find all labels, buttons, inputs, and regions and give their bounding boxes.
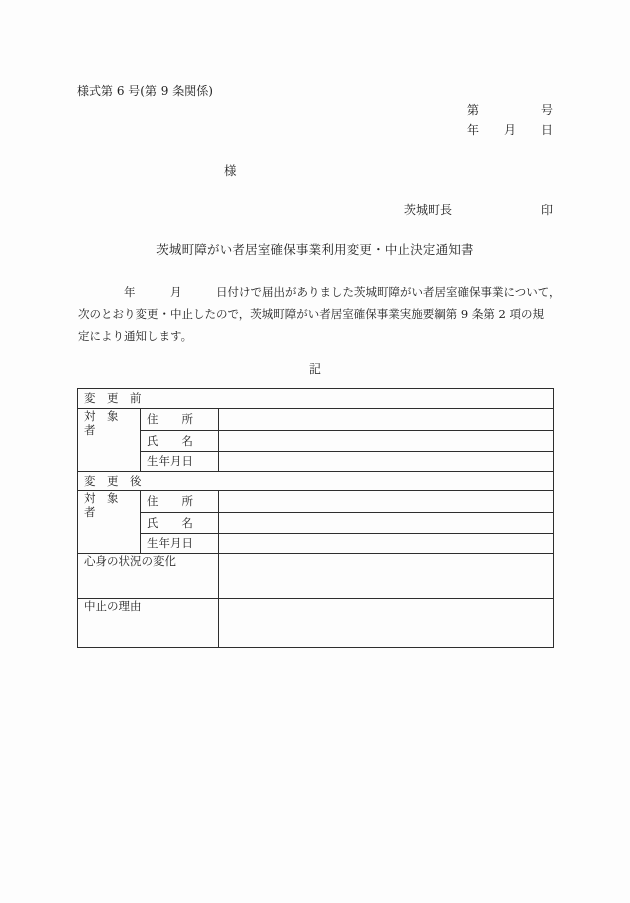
after-name-value [219, 513, 554, 534]
before-name-label: 氏 名 [141, 431, 219, 452]
addressee-honorific: 様 [224, 163, 237, 178]
before-address-label: 住 所 [141, 409, 219, 431]
date-day-label: 日 [540, 123, 553, 137]
cancel-reason-label: 中止の理由 [78, 599, 219, 648]
before-birthdate-value [219, 452, 554, 472]
before-address-value [219, 409, 554, 431]
date-month-label: 月 [503, 123, 516, 137]
table-row [78, 431, 554, 452]
section-header-before: 変 更 前 [78, 389, 554, 409]
before-subject-label: 対 象 者 [78, 409, 141, 472]
after-address-label: 住 所 [141, 491, 219, 513]
table-row [78, 491, 554, 513]
before-name-value [219, 431, 554, 452]
table-row [78, 513, 554, 534]
after-name-label: 氏 名 [141, 513, 219, 534]
before-birthdate-label: 生年月日 [141, 452, 219, 472]
after-birthdate-label: 生年月日 [141, 534, 219, 554]
body-line-2: 次のとおり変更・中止したので，茨城町障がい者居室確保事業実施要綱第 9 条第 2 項の規 [78, 307, 545, 321]
cancel-reason-value [219, 599, 554, 648]
body-line-3: 定により通知します。 [78, 329, 193, 343]
doc-number-prefix: 第 [467, 103, 480, 117]
after-birthdate-value [219, 534, 554, 554]
date-year-label: 年 [467, 123, 480, 137]
sender-name: 茨城町長 [404, 203, 453, 217]
section-header-after: 変 更 後 [78, 472, 554, 491]
condition-change-label: 心身の状況の変化 [78, 554, 219, 599]
table-row [78, 472, 554, 491]
sender-line [404, 201, 553, 218]
body-paragraph [78, 281, 561, 347]
doc-number-line [467, 101, 553, 118]
date-line [467, 121, 553, 138]
form-number: 様式第 6 号(第 9 条関係) [77, 84, 213, 98]
table-row [78, 409, 554, 431]
body-line-1: 年 月 日付けで届出がありました茨城町障がい者居室確保事業について， [78, 285, 561, 299]
table-row [78, 534, 554, 554]
table-row [78, 554, 554, 599]
change-notice-table [77, 388, 554, 648]
table-row [78, 452, 554, 472]
list-marker: 記 [308, 362, 321, 376]
doc-number-suffix: 号 [540, 103, 553, 117]
after-address-value [219, 491, 554, 513]
seal-mark: 印 [540, 203, 553, 217]
table-row [78, 599, 554, 648]
document-title: 茨城町障がい者居室確保事業利用変更・中止決定通知書 [156, 242, 474, 257]
after-subject-label: 対 象 者 [78, 491, 141, 554]
table-row [78, 389, 554, 409]
condition-change-value [219, 554, 554, 599]
